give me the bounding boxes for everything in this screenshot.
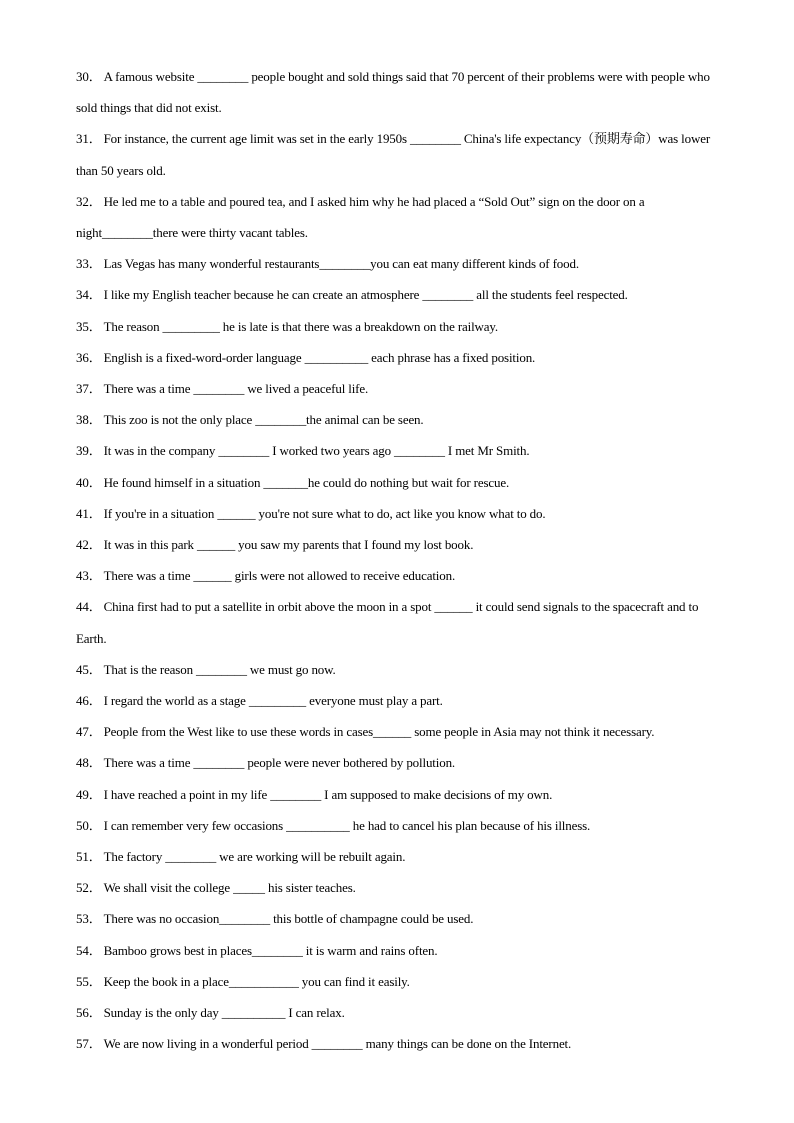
question-number: 40． — [76, 474, 102, 490]
question-text: This zoo is not the only place ________the animal can be seen. — [103, 412, 424, 428]
question-item — [76, 311, 726, 342]
question-item — [76, 841, 726, 872]
question-text: The factory ________ we are working will be rebuilt again. — [103, 849, 406, 865]
question-number: 54． — [76, 942, 102, 958]
question-item — [76, 498, 726, 529]
question-item — [76, 997, 726, 1028]
question-number: 55． — [76, 973, 102, 989]
question-item — [76, 61, 726, 123]
question-item — [76, 248, 726, 279]
question-number: 36． — [76, 349, 102, 365]
question-item — [76, 342, 726, 373]
question-number: 57． — [76, 1036, 102, 1052]
question-number: 47． — [76, 724, 102, 740]
question-number: 34． — [76, 287, 102, 303]
question-text: There was a time ________ we lived a peaceful life. — [103, 381, 369, 397]
question-item — [76, 123, 726, 185]
question-text: He found himself in a situation _______he could do nothing but wait for rescue. — [103, 474, 510, 490]
question-text: There was a time ______ girls were not allowed to receive education. — [103, 568, 456, 584]
question-item — [76, 872, 726, 903]
question-item — [76, 560, 726, 591]
question-number: 53． — [76, 911, 102, 927]
question-text: I regard the world as a stage _________ everyone must play a part. — [103, 693, 443, 709]
question-text: If you're in a situation ______ you're not sure what to do, act like you know what to do. — [103, 505, 546, 521]
question-item — [76, 279, 726, 310]
question-text: English is a fixed-word-order language __________ each phrase has a fixed position. — [103, 349, 536, 365]
question-item — [76, 186, 726, 248]
question-list — [76, 61, 726, 1060]
question-item — [76, 747, 726, 778]
question-text: Bamboo grows best in places________ it is warm and rains often. — [103, 942, 438, 958]
question-item — [76, 404, 726, 435]
question-item — [76, 716, 726, 747]
question-item — [76, 935, 726, 966]
question-number: 42． — [76, 537, 102, 553]
question-text: There was no occasion________ this bottle of champagne could be used. — [103, 911, 474, 927]
question-item — [76, 685, 726, 716]
question-text: Sunday is the only day __________ I can relax. — [103, 1005, 345, 1021]
question-item — [76, 467, 726, 498]
question-text: There was a time ________ people were never bothered by pollution. — [103, 755, 456, 771]
question-number: 45． — [76, 661, 102, 677]
question-number: 32． — [76, 193, 102, 209]
question-item — [76, 966, 726, 997]
question-number: 38． — [76, 412, 102, 428]
question-number: 44． — [76, 599, 102, 615]
question-number: 51． — [76, 849, 102, 865]
question-number: 56． — [76, 1005, 102, 1021]
question-number: 35． — [76, 318, 102, 334]
question-text: I have reached a point in my life ________ I am supposed to make decisions of my own. — [103, 786, 553, 802]
question-text: I like my English teacher because he can create an atmosphere ________ all the students feel respected. — [103, 287, 628, 303]
question-text: China first had to put a satellite in orbit above the moon in a spot ______ it could send signals to the spacecraft and to Earth. — [76, 599, 699, 646]
question-number: 46． — [76, 693, 102, 709]
question-number: 39． — [76, 443, 102, 459]
question-number: 50． — [76, 817, 102, 833]
question-text: That is the reason ________ we must go now. — [103, 661, 336, 677]
question-number: 31． — [76, 131, 102, 147]
question-item — [76, 591, 726, 653]
question-text: Las Vegas has many wonderful restaurants________you can eat many different kinds of food. — [103, 256, 579, 272]
question-number: 52． — [76, 880, 102, 896]
question-number: 33． — [76, 256, 102, 272]
question-number: 37． — [76, 381, 102, 397]
question-text: I can remember very few occasions __________ he had to cancel his plan because of his illness. — [103, 817, 591, 833]
question-text: Keep the book in a place___________ you can find it easily. — [103, 973, 410, 989]
question-item — [76, 435, 726, 466]
question-text: The reason _________ he is late is that there was a breakdown on the railway. — [103, 318, 499, 334]
question-item — [76, 654, 726, 685]
question-item — [76, 779, 726, 810]
question-number: 49． — [76, 786, 102, 802]
question-text: He led me to a table and poured tea, and I asked him why he had placed a “Sold Out” sign on the door on a night________there were thirty vacant tables. — [76, 193, 645, 241]
question-number: 43． — [76, 568, 102, 584]
question-text: A famous website ________ people bought and sold things said that 70 percent of their problems were with people who sold things that did not exist. — [76, 69, 710, 116]
question-text: It was in the company ________ I worked two years ago ________ I met Mr Smith. — [103, 443, 530, 459]
question-text: It was in this park ______ you saw my parents that I found my lost book. — [103, 537, 474, 553]
question-text: We are now living in a wonderful period ________ many things can be done on the Internet. — [103, 1036, 572, 1052]
question-number: 41． — [76, 505, 102, 521]
question-item — [76, 373, 726, 404]
question-item — [76, 529, 726, 560]
question-number: 48． — [76, 755, 102, 771]
question-text: We shall visit the college _____ his sister teaches. — [103, 880, 356, 896]
question-item — [76, 1028, 726, 1059]
question-item — [76, 810, 726, 841]
question-text: For instance, the current age limit was set in the early 1950s ________ China's life expectancy（预期寿命）was lower than 50 years old. — [76, 131, 711, 178]
question-text: People from the West like to use these words in cases______ some people in Asia may not think it necessary. — [103, 724, 655, 740]
question-item — [76, 903, 726, 934]
question-number: 30． — [76, 69, 102, 84]
